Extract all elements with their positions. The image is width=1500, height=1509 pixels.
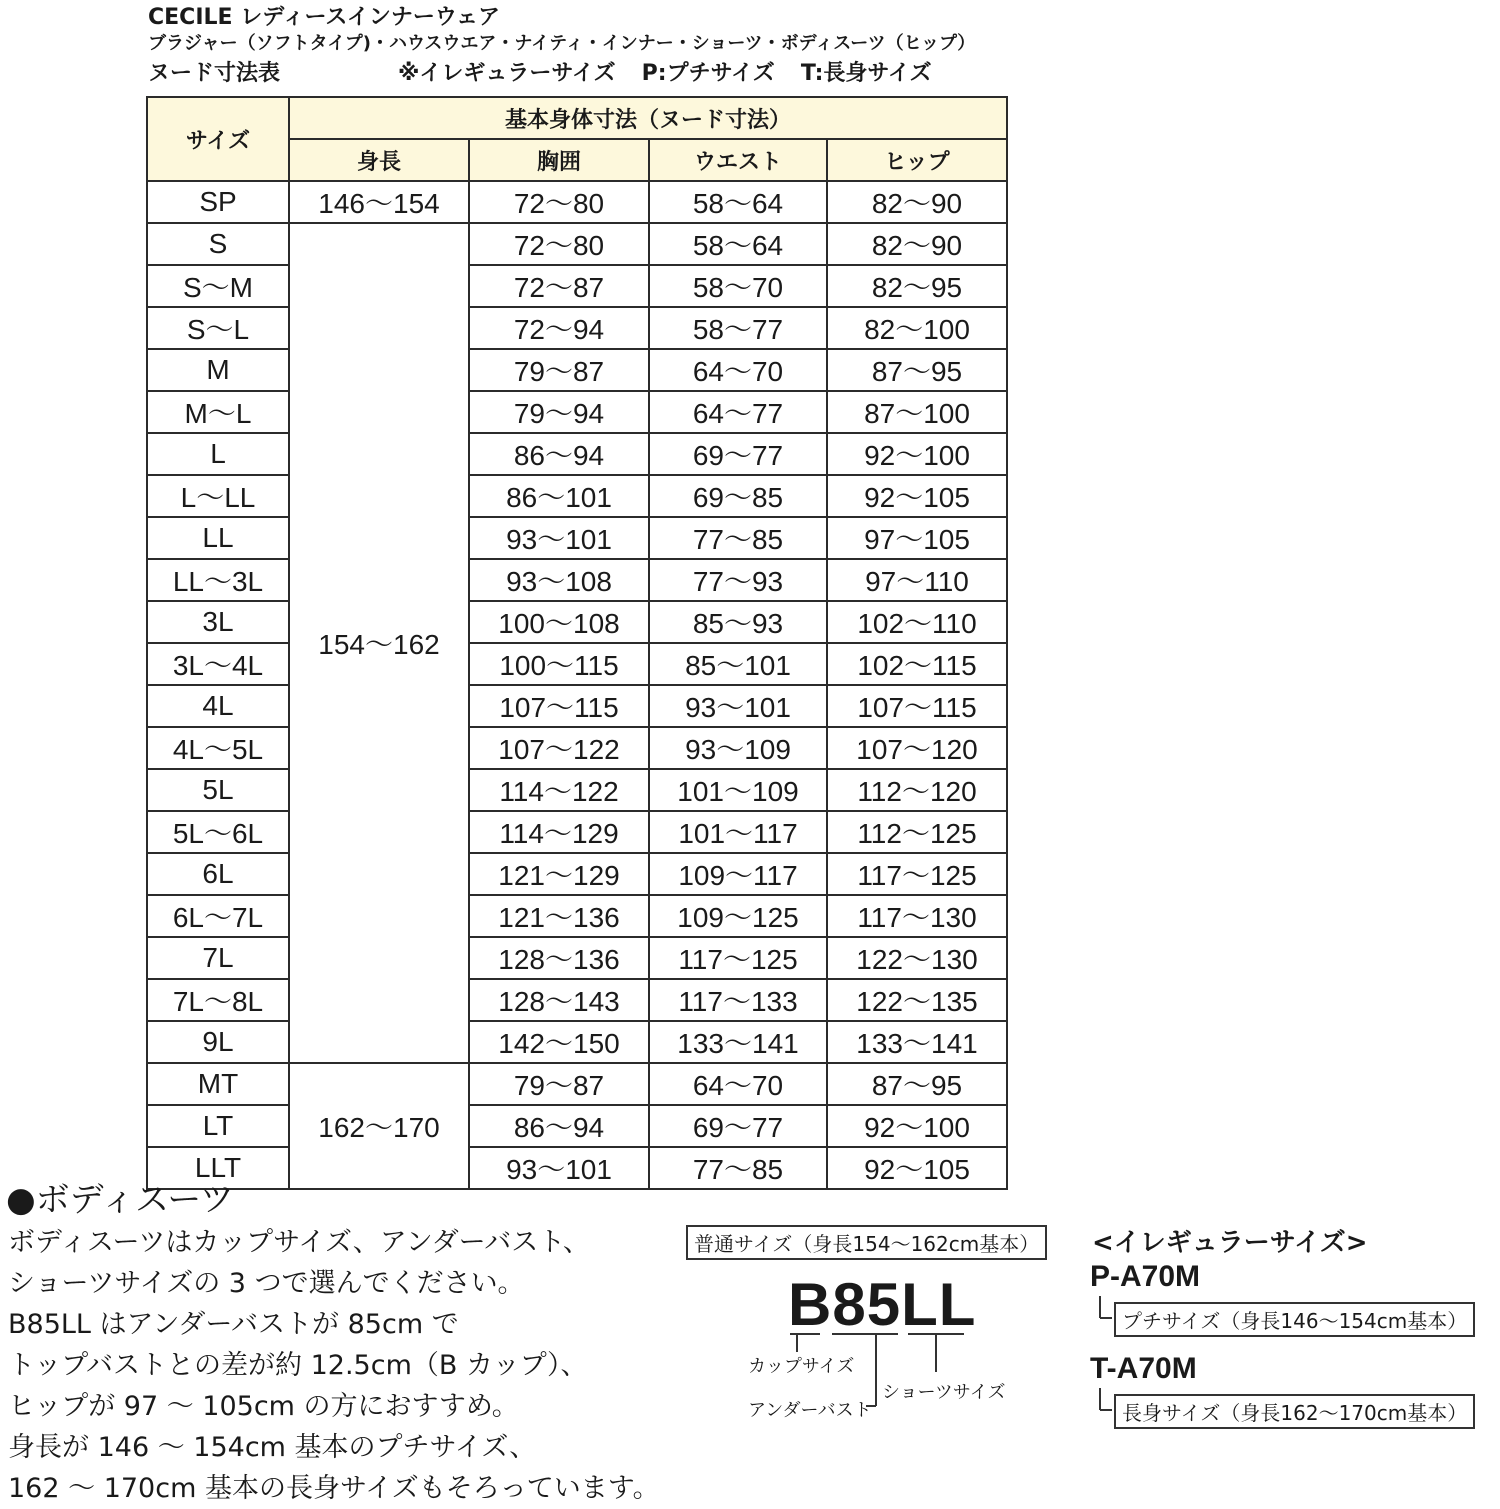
hip-cell: 112～120 bbox=[827, 769, 1007, 811]
waist-cell: 101～117 bbox=[649, 811, 827, 853]
bust-cell: 128～136 bbox=[469, 937, 649, 979]
hip-cell: 87～95 bbox=[827, 1063, 1007, 1105]
bust-cell: 142～150 bbox=[469, 1021, 649, 1063]
waist-cell: 101～109 bbox=[649, 769, 827, 811]
size-cell: 9L bbox=[147, 1021, 289, 1063]
bust-cell: 121～136 bbox=[469, 895, 649, 937]
hip-cell: 82～90 bbox=[827, 181, 1007, 223]
size-cell: 4L bbox=[147, 685, 289, 727]
waist-cell: 85～93 bbox=[649, 601, 827, 643]
size-cell: SP bbox=[147, 181, 289, 223]
description-line: ヒップが 97 ～ 105cm の方におすすめ。 bbox=[8, 1391, 519, 1422]
hip-cell: 112～125 bbox=[827, 811, 1007, 853]
bust-cell: 79～87 bbox=[469, 1063, 649, 1105]
bust-cell: 72～87 bbox=[469, 265, 649, 307]
hip-cell: 92～105 bbox=[827, 1147, 1007, 1189]
petite-note: P:プチサイズ bbox=[641, 61, 775, 86]
bust-cell: 72～94 bbox=[469, 307, 649, 349]
size-cell: 3L～4L bbox=[147, 643, 289, 685]
bust-cell: 107～122 bbox=[469, 727, 649, 769]
waist-cell: 58～70 bbox=[649, 265, 827, 307]
hip-cell: 102～110 bbox=[827, 601, 1007, 643]
body-measurement-header: 基本身体寸法（ヌード寸法） bbox=[289, 97, 1007, 139]
petite-size-label: プチサイズ（身長146～154cm基本） bbox=[1114, 1302, 1475, 1337]
waist-cell: 69～85 bbox=[649, 475, 827, 517]
size-cell: 7L bbox=[147, 937, 289, 979]
category-list: ブラジャー（ソフトタイプ)・ハウスウエア・ナイティ・インナー・ショーツ・ボディスーツ（ヒップ） bbox=[148, 33, 976, 54]
size-cell: 6L～7L bbox=[147, 895, 289, 937]
hip-cell: 87～100 bbox=[827, 391, 1007, 433]
hip-cell: 92～100 bbox=[827, 1105, 1007, 1147]
waist-cell: 93～109 bbox=[649, 727, 827, 769]
hip-cell: 97～110 bbox=[827, 559, 1007, 601]
bust-cell: 107～115 bbox=[469, 685, 649, 727]
bust-cell: 72～80 bbox=[469, 223, 649, 265]
size-cell: 5L bbox=[147, 769, 289, 811]
size-cell: 7L～8L bbox=[147, 979, 289, 1021]
size-cell: L bbox=[147, 433, 289, 475]
waist-cell: 69～77 bbox=[649, 433, 827, 475]
size-cell: S bbox=[147, 223, 289, 265]
waist-cell: 69～77 bbox=[649, 1105, 827, 1147]
size-cell: LT bbox=[147, 1105, 289, 1147]
tall-note: T:長身サイズ bbox=[800, 61, 932, 86]
height-column-header: 身長 bbox=[289, 139, 469, 181]
size-cell: M bbox=[147, 349, 289, 391]
description-line: 162 ～ 170cm 基本の長身サイズもそろっています。 bbox=[8, 1473, 660, 1504]
bust-cell: 128～143 bbox=[469, 979, 649, 1021]
description-line: ボディスーツはカップサイズ、アンダーバスト、 bbox=[8, 1227, 590, 1258]
tall-code: T-A70M bbox=[1090, 1352, 1197, 1385]
bust-cell: 114～129 bbox=[469, 811, 649, 853]
waist-cell: 85～101 bbox=[649, 643, 827, 685]
size-cell: LL～3L bbox=[147, 559, 289, 601]
size-cell: L～LL bbox=[147, 475, 289, 517]
bodysuit-title: ●ボディスーツ bbox=[6, 1180, 234, 1220]
height-cell: 154～162 bbox=[289, 223, 469, 1063]
standard-size-label: 普通サイズ（身長154～162cm基本） bbox=[686, 1225, 1047, 1260]
size-cell: 5L～6L bbox=[147, 811, 289, 853]
tall-size-label: 長身サイズ（身長162～170cm基本） bbox=[1114, 1394, 1475, 1429]
irregular-size-title: <イレギュラーサイズ> bbox=[1092, 1228, 1368, 1258]
bust-cell: 100～115 bbox=[469, 643, 649, 685]
hip-cell: 92～100 bbox=[827, 433, 1007, 475]
waist-cell: 77～85 bbox=[649, 1147, 827, 1189]
bust-cell: 93～108 bbox=[469, 559, 649, 601]
waist-cell: 64～70 bbox=[649, 349, 827, 391]
size-column-header: サイズ bbox=[147, 97, 289, 181]
hip-column-header: ヒップ bbox=[827, 139, 1007, 181]
height-cell: 146～154 bbox=[289, 181, 469, 223]
size-cell: 3L bbox=[147, 601, 289, 643]
hip-cell: 82～90 bbox=[827, 223, 1007, 265]
size-cell: 4L～5L bbox=[147, 727, 289, 769]
description-line: 身長が 146 ～ 154cm 基本のプチサイズ、 bbox=[8, 1432, 537, 1463]
waist-cell: 133～141 bbox=[649, 1021, 827, 1063]
hip-cell: 82～95 bbox=[827, 265, 1007, 307]
petite-code: P-A70M bbox=[1090, 1260, 1201, 1293]
hip-cell: 117～130 bbox=[827, 895, 1007, 937]
waist-cell: 58～64 bbox=[649, 223, 827, 265]
size-cell: S～M bbox=[147, 265, 289, 307]
size-code-example: B85LL bbox=[788, 1271, 977, 1338]
description-line: B85LL はアンダーバストが 85cm で bbox=[8, 1309, 459, 1340]
waist-cell: 117～125 bbox=[649, 937, 827, 979]
size-cell: MT bbox=[147, 1063, 289, 1105]
bust-cell: 86～94 bbox=[469, 1105, 649, 1147]
size-cell: S～L bbox=[147, 307, 289, 349]
underbust-label: アンダーバスト bbox=[748, 1400, 872, 1421]
bust-cell: 93～101 bbox=[469, 1147, 649, 1189]
description-line: ショーツサイズの 3 つで選んでください。 bbox=[8, 1268, 525, 1299]
waist-column-header: ウエスト bbox=[649, 139, 827, 181]
hip-cell: 122～135 bbox=[827, 979, 1007, 1021]
bust-cell: 100～108 bbox=[469, 601, 649, 643]
waist-cell: 64～77 bbox=[649, 391, 827, 433]
size-cell: LL bbox=[147, 517, 289, 559]
shorts-size-label: ショーツサイズ bbox=[882, 1382, 1006, 1403]
bust-cell: 79～94 bbox=[469, 391, 649, 433]
waist-cell: 64～70 bbox=[649, 1063, 827, 1105]
waist-cell: 77～85 bbox=[649, 517, 827, 559]
waist-cell: 109～117 bbox=[649, 853, 827, 895]
size-cell: 6L bbox=[147, 853, 289, 895]
waist-cell: 58～77 bbox=[649, 307, 827, 349]
table-title: ヌード寸法表 bbox=[148, 61, 281, 86]
hip-cell: 107～120 bbox=[827, 727, 1007, 769]
bust-column-header: 胸囲 bbox=[469, 139, 649, 181]
irregular-note: ※イレギュラーサイズ bbox=[398, 61, 616, 86]
waist-cell: 58～64 bbox=[649, 181, 827, 223]
bust-cell: 86～94 bbox=[469, 433, 649, 475]
hip-cell: 107～115 bbox=[827, 685, 1007, 727]
hip-cell: 87～95 bbox=[827, 349, 1007, 391]
description-line: トップバストとの差が約 12.5cm（B カップ）、 bbox=[8, 1350, 588, 1381]
hip-cell: 92～105 bbox=[827, 475, 1007, 517]
hip-cell: 117～125 bbox=[827, 853, 1007, 895]
size-cell: LLT bbox=[147, 1147, 289, 1189]
bust-cell: 86～101 bbox=[469, 475, 649, 517]
bust-cell: 72～80 bbox=[469, 181, 649, 223]
waist-cell: 117～133 bbox=[649, 979, 827, 1021]
waist-cell: 77～93 bbox=[649, 559, 827, 601]
hip-cell: 102～115 bbox=[827, 643, 1007, 685]
bust-cell: 114～122 bbox=[469, 769, 649, 811]
bust-cell: 121～129 bbox=[469, 853, 649, 895]
cup-size-label: カップサイズ bbox=[748, 1356, 855, 1377]
bust-cell: 79～87 bbox=[469, 349, 649, 391]
brand-title: CECILE レディースインナーウェア bbox=[148, 5, 501, 30]
size-cell: M～L bbox=[147, 391, 289, 433]
hip-cell: 133～141 bbox=[827, 1021, 1007, 1063]
bust-cell: 93～101 bbox=[469, 517, 649, 559]
hip-cell: 97～105 bbox=[827, 517, 1007, 559]
waist-cell: 109～125 bbox=[649, 895, 827, 937]
height-cell: 162～170 bbox=[289, 1063, 469, 1189]
waist-cell: 93～101 bbox=[649, 685, 827, 727]
hip-cell: 122～130 bbox=[827, 937, 1007, 979]
hip-cell: 82～100 bbox=[827, 307, 1007, 349]
